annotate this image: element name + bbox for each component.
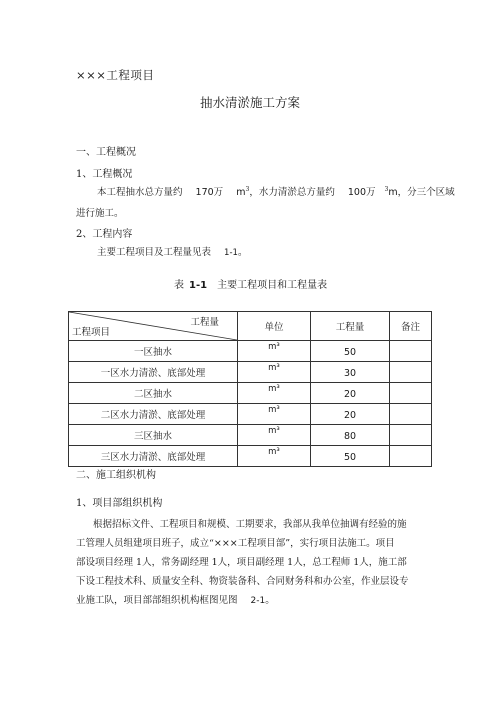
overview-unit-1: m [236,187,246,198]
row-quantity: 20 [311,383,390,404]
row-quantity: 20 [311,404,390,425]
content-table-ref: 1-1 [224,248,238,258]
row-unit: m³ [238,425,311,446]
row-item-name: 二区抽水 [69,383,238,404]
row-note [390,425,432,446]
org-paragraph-line1: 根据招标文件、工程项目和规模、工期要求，我部从我单位抽调有经验的施 [93,519,407,530]
overview-text-b: ，水力清淤总方量约 [249,187,335,198]
section-heading-1: 一、工程概况 [76,147,136,158]
row-quantity: 50 [311,341,390,362]
row-item-name: 一区抽水 [69,341,238,362]
org-paragraph-line2: 工管理人员组建项目班子，成立“×××工程项目部”，实行项目法施工。项目 [76,538,395,549]
header-item-label: 工程项目 [72,327,111,338]
paragraph-overview-line1 [97,184,455,198]
row-unit: m³ [238,446,311,467]
row-item-name: 三区水力清淤、底部处理 [69,446,238,467]
row-note [390,341,432,362]
header-diagonal-cell [69,312,238,341]
overview-sup-1: 3 [245,185,250,193]
overview-text-a: 本工程抽水总方量约 [97,187,183,198]
table-caption-number: 1-1 [189,280,208,291]
table-caption-title: 主要工程项目和工程量表 [217,280,328,291]
section-heading-2: 二、施工组织机构 [76,470,156,481]
org-end: 。 [265,595,275,606]
overview-volume-1: 170万 [195,187,224,198]
row-item-name: 一区水力清淤、底部处理 [69,362,238,383]
row-quantity: 30 [311,362,390,383]
paragraph-overview-line2: 进行施工。 [76,208,124,219]
row-note [390,404,432,425]
row-unit: m³ [238,404,311,425]
table-header-row [69,312,432,341]
org-paragraph-line3: 部设项目经理 1人，常务副经理 1人，项目副经理 1人，总工程师 1人，施工部 [76,557,407,568]
table-body [69,341,432,467]
content-end: 。 [237,247,248,258]
subsection-heading-2-1: 1、项目部组织机构 [76,498,163,509]
table-row [69,404,432,425]
row-note [390,362,432,383]
row-unit: m³ [238,362,311,383]
table-row [69,446,432,467]
header-quantity-label: 工程量 [190,317,219,328]
row-item-name: 三区抽水 [69,425,238,446]
table-row [69,425,432,446]
header-quantity: 工程量 [311,312,390,341]
overview-text-c: ，分三个区域 [397,187,455,198]
row-unit: m³ [238,383,311,404]
overview-volume-2: 100万 [347,187,376,198]
row-quantity: 80 [311,425,390,446]
subsection-heading-1-2: 2、工程内容 [76,229,133,240]
row-quantity: 50 [311,446,390,467]
project-heading: ×××工程项目 [76,68,155,82]
header-note: 备注 [390,312,432,341]
org-paragraph-line5 [76,592,275,606]
table-row [69,383,432,404]
subsection-heading-1-1: 1、工程概况 [76,169,133,180]
table-row [69,341,432,362]
paragraph-content [97,244,247,258]
document-title: 抽水清淤施工方案 [199,95,300,110]
row-note [390,446,432,467]
table-row [69,362,432,383]
org-figure-ref: 2-1 [250,596,266,606]
header-unit: 单位 [238,312,311,341]
org-text-end: 业施工队，项目部部组织机构框图见图 [76,595,238,606]
row-unit: m³ [238,341,311,362]
table-caption-prefix: 表 [174,280,184,291]
table-caption [174,276,327,291]
quantities-table [68,311,432,467]
row-note [390,383,432,404]
overview-unit-2: m [388,187,398,198]
content-text: 主要工程项目及工程量见表 [97,247,212,258]
org-paragraph-line4: 下设工程技术科、质量安全科、物资装备科、合同财务科和办公室，作业层设专 [76,576,409,587]
row-item-name: 二区水力清淤、底部处理 [69,404,238,425]
overview-sup-2: 3 [384,185,389,193]
